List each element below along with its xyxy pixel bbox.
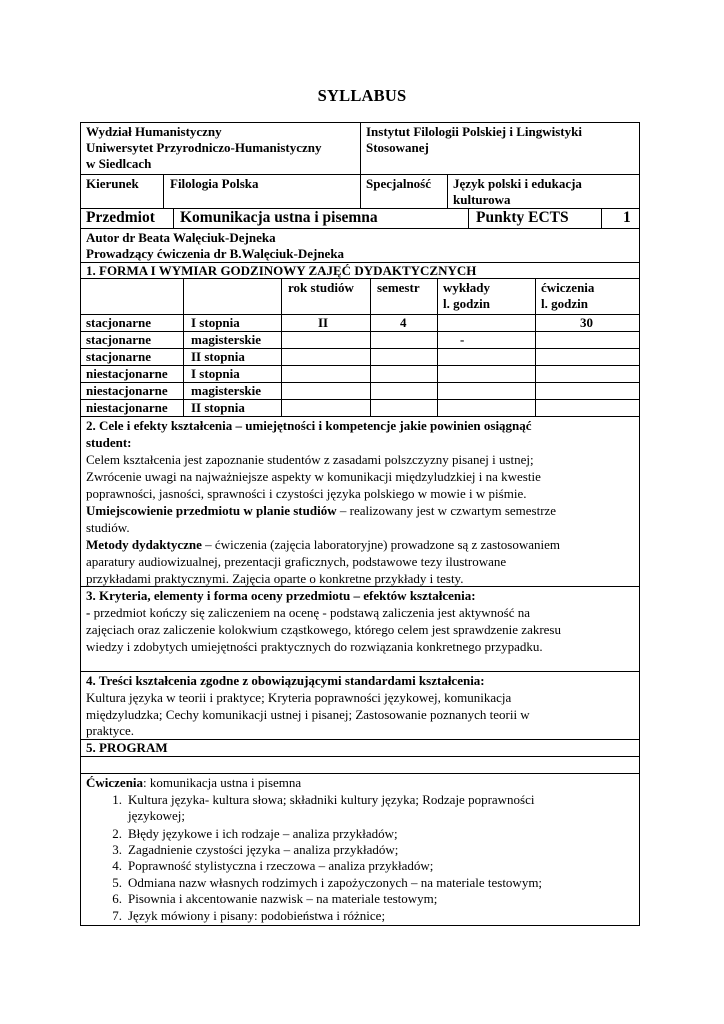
przedmiot-value: Komunikacja ustna i pisemna bbox=[180, 209, 378, 226]
row-level: magisterskie bbox=[191, 332, 262, 347]
row-level: magisterskie bbox=[191, 383, 262, 398]
list-text: Kultura języka- kultura słowa; składniki kultury języka; Rodzaje poprawności bbox=[128, 792, 535, 807]
paragraph-line: poprawności, jasności, sprawności i czystości języka polskiego w mowie i w piśmie. bbox=[86, 486, 527, 501]
rule bbox=[80, 416, 640, 417]
faculty-line: w Siedlcach bbox=[86, 156, 152, 171]
column-header: l. godzin bbox=[443, 296, 490, 311]
paragraph-text: przedmiot kończy się zaliczeniem na ocenę - podstawą zaliczenia jest aktywność na bbox=[90, 605, 530, 620]
rule bbox=[163, 174, 164, 208]
paragraph-bold: - bbox=[86, 605, 91, 620]
paragraph-line: praktyce. bbox=[86, 723, 135, 738]
kierunek-value: Filologia Polska bbox=[170, 176, 259, 191]
rule bbox=[535, 278, 536, 416]
kierunek-label: Kierunek bbox=[86, 176, 139, 191]
paragraph-bold: Metody dydaktyczne bbox=[86, 537, 202, 552]
row-form: niestacjonarne bbox=[86, 366, 168, 381]
section-title: 3. Kryteria, elementy i forma oceny przedmiotu – efektów kształcenia: bbox=[86, 588, 476, 603]
rule bbox=[80, 756, 640, 757]
row-rok: II bbox=[318, 315, 329, 330]
faculty-line: Wydział Humanistyczny bbox=[86, 124, 222, 139]
paragraph-line: aparatury audiowizualnej, prezentacji graficznych, podstawowe tezy ilustrowane bbox=[86, 554, 507, 569]
rule bbox=[80, 773, 640, 774]
specjalnosc-value: Język polski i edukacja bbox=[453, 176, 582, 191]
list-number: 2. bbox=[112, 826, 122, 841]
przedmiot-label: Przedmiot bbox=[86, 209, 155, 226]
row-level: II stopnia bbox=[191, 349, 245, 364]
list-number: 6. bbox=[112, 891, 122, 906]
rule bbox=[468, 208, 469, 228]
list-item bbox=[104, 858, 634, 874]
list-item bbox=[104, 891, 634, 907]
faculty-line: Uniwersytet Przyrodniczo-Humanistyczny bbox=[86, 140, 322, 155]
row-form: stacjonarne bbox=[86, 332, 151, 347]
row-level: I stopnia bbox=[191, 315, 240, 330]
row-wyklady: - bbox=[460, 332, 465, 347]
list-text: Błędy językowe i ich rodzaje – analiza przykładów; bbox=[128, 826, 398, 841]
list-item bbox=[104, 842, 634, 858]
institute-line: Instytut Filologii Polskiej i Lingwistyki bbox=[366, 124, 582, 139]
rule bbox=[80, 348, 640, 349]
paragraph-line: Kultura języka w teorii i praktyce; Kryteria poprawności językowej, komunikacja bbox=[86, 690, 512, 705]
paragraph-line: przykładami praktycznymi. Zajęcia oparte o konkretne przykłady i testy. bbox=[86, 571, 464, 586]
list-item bbox=[104, 826, 634, 842]
rule bbox=[173, 208, 174, 228]
list-number: 1. bbox=[112, 792, 122, 807]
row-semestr: 4 bbox=[400, 315, 407, 330]
paragraph-text: – realizowany jest w czwartym semestrze bbox=[336, 503, 557, 518]
ects-label: Punkty ECTS bbox=[476, 209, 569, 226]
row-form: stacjonarne bbox=[86, 315, 151, 330]
paragraph-line: międzyludzka; Cechy komunikacji ustnej i pisanej; Zastosowanie poznanych teorii w bbox=[86, 707, 530, 722]
list-item bbox=[104, 875, 634, 891]
page-title: SYLLABUS bbox=[317, 86, 407, 105]
section-title: student: bbox=[86, 435, 132, 450]
ects-value: 1 bbox=[623, 209, 631, 226]
paragraph-bold: Umiejscowienie przedmiotu w planie studiów bbox=[86, 503, 337, 518]
rule bbox=[183, 278, 184, 416]
section-title: 4. Treści kształcenia zgodne z obowiązującymi standardami kształcenia: bbox=[86, 673, 485, 688]
paragraph-line: zajęciach oraz zaliczenie kolokwium cząstkowego, którego celem jest sprawdzenie zakresu bbox=[86, 622, 561, 637]
list-text: Język mówiony i pisany: podobieństwa i różnice; bbox=[128, 908, 386, 923]
rule bbox=[447, 174, 448, 208]
paragraph-line bbox=[86, 503, 556, 519]
paragraph-line bbox=[86, 537, 560, 553]
rule bbox=[370, 278, 371, 416]
section-title: 5. PROGRAM bbox=[86, 740, 168, 755]
list-number: 7. bbox=[112, 908, 122, 923]
row-level: I stopnia bbox=[191, 366, 240, 381]
list-text: językowej; bbox=[128, 808, 186, 823]
rule bbox=[80, 671, 640, 672]
row-form: niestacjonarne bbox=[86, 383, 168, 398]
list-text: Odmiana nazw własnych rodzimych i zapożyczonych – na materiale testowym; bbox=[128, 875, 543, 890]
rule bbox=[360, 122, 361, 208]
list-number: 3. bbox=[112, 842, 122, 857]
instructor: Prowadzący ćwiczenia dr B.Walęciuk-Dejneka bbox=[86, 246, 345, 261]
column-header: wykłady bbox=[443, 280, 490, 295]
row-form: stacjonarne bbox=[86, 349, 151, 364]
author: Autor dr Beata Walęciuk-Dejneka bbox=[86, 230, 276, 245]
paragraph-line: wiedzy i zdobytych umiejętności praktycznych do rozwiązania konkretnego przypadku. bbox=[86, 639, 543, 654]
paragraph-bold: Ćwiczenia bbox=[86, 775, 144, 790]
rule bbox=[601, 208, 602, 228]
specjalnosc-value: kulturowa bbox=[453, 192, 511, 207]
list-text: Pisownia i akcentowanie nazwisk – na materiale testowym; bbox=[128, 891, 438, 906]
list-number: 4. bbox=[112, 858, 122, 873]
paragraph-line: Zwrócenie uwagi na najważniejsze aspekty w komunikacji międzyludzkiej i na kwestie bbox=[86, 469, 541, 484]
list-text: Poprawność stylistyczna i rzeczowa – analiza przykładów; bbox=[128, 858, 434, 873]
section-title: 2. Cele i efekty kształcenia – umiejętności i kompetencje jakie powinien osiągnąć bbox=[86, 418, 532, 433]
paragraph-text: – ćwiczenia (zajęcia laboratoryjne) prowadzone są z zastosowaniem bbox=[201, 537, 560, 552]
rule bbox=[80, 331, 640, 332]
institute-line: Stosowanej bbox=[366, 140, 429, 155]
paragraph-text: : komunikacja ustna i pisemna bbox=[143, 775, 302, 790]
row-cwiczenia: 30 bbox=[580, 315, 593, 330]
list-item bbox=[104, 908, 634, 924]
row-level: II stopnia bbox=[191, 400, 245, 415]
rule bbox=[80, 314, 640, 315]
rule bbox=[281, 278, 282, 416]
list-number: 5. bbox=[112, 875, 122, 890]
paragraph-line: Celem kształcenia jest zapoznanie studentów z zasadami polszczyzny pisanej i ustnej; bbox=[86, 452, 534, 467]
paragraph-line bbox=[86, 775, 301, 791]
rule bbox=[80, 122, 81, 925]
specjalnosc-label: Specjalność bbox=[366, 176, 431, 191]
paragraph-line bbox=[86, 605, 530, 621]
row-form: niestacjonarne bbox=[86, 400, 168, 415]
section-title: 1. FORMA I WYMIAR GODZINOWY ZAJĘĆ DYDAKTYCZNYCH bbox=[86, 263, 477, 278]
rule bbox=[80, 228, 640, 229]
list-item bbox=[104, 792, 634, 824]
column-header: rok studiów bbox=[288, 280, 354, 295]
list-text: Zagadnienie czystości języka – analiza przykładów; bbox=[128, 842, 399, 857]
column-header: l. godzin bbox=[541, 296, 588, 311]
paragraph-line: studiów. bbox=[86, 520, 130, 535]
column-header: semestr bbox=[377, 280, 420, 295]
column-header: ćwiczenia bbox=[541, 280, 595, 295]
rule bbox=[437, 278, 438, 416]
